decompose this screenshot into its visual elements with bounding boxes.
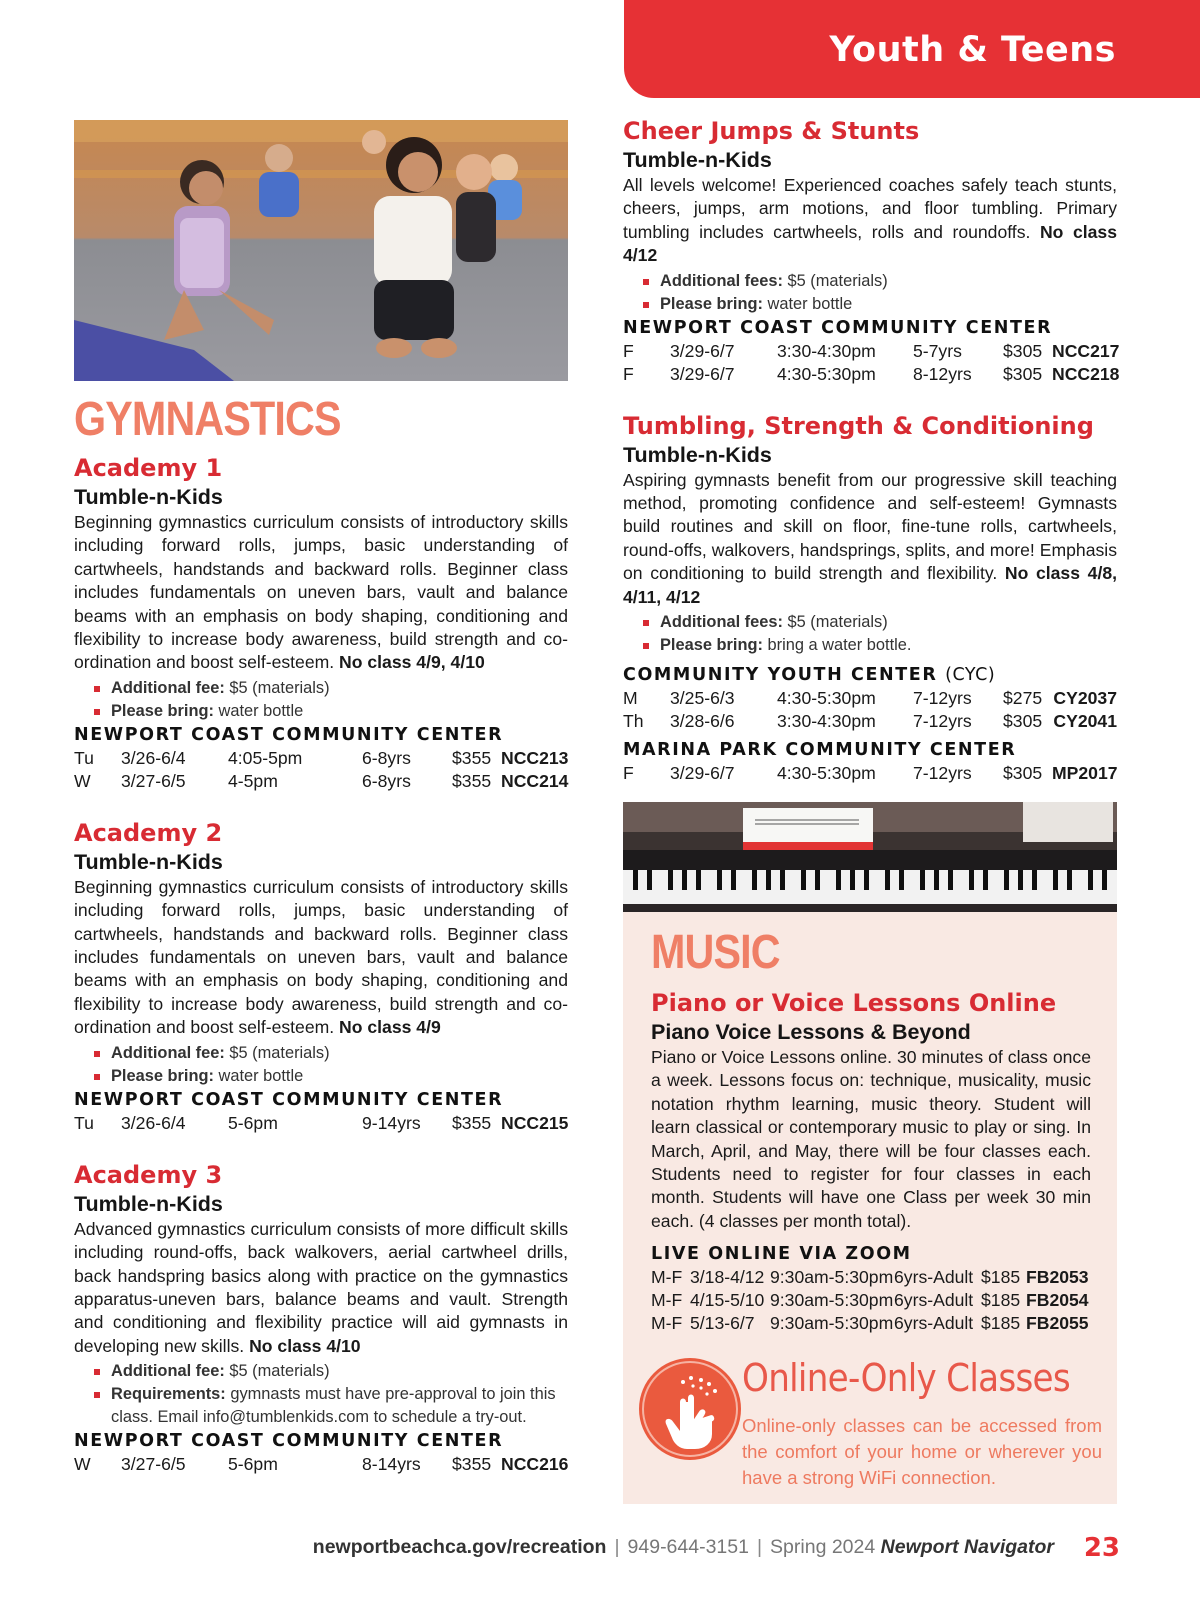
course-title: Tumbling, Strength & Conditioning — [623, 411, 1094, 440]
course-description: All levels welcome! Experienced coaches safely teach stunts, cheers, jumps, arm motions, and floor tumbling. Primary tumbling includes cartwheels, rolls and roundoffs. No class 4/12 — [623, 175, 1117, 266]
course-code: FB2054 — [1026, 1290, 1089, 1311]
schedule-row: W 3/27-6/5 5-6pm 8-14yrs $355 NCC216 — [74, 1454, 569, 1475]
note-item: Additional fee: $5 (materials) — [94, 677, 568, 700]
course-code: NCC215 — [501, 1112, 569, 1133]
course-description: Beginning gymnastics curriculum consists of introductory skills including forward rolls, jumps, basic understanding of cartwheels, handstands and backward rolls. Beginner class includes fundamentals on uneven bars, vault and balance beams with an emphasis on body shaping, conditioning and flexibility to increase body awareness, build strength and co-ordination and boost self-esteem. No class 4/9 — [74, 876, 568, 1038]
page-number: 23 — [1083, 1533, 1120, 1563]
schedule-row: M 3/25-6/3 4:30-5:30pm 7-12yrs $275 CY2037 — [623, 688, 1117, 709]
course-title: Academy 1 — [74, 454, 223, 482]
schedule-row: F 3/29-6/7 4:30-5:30pm 7-12yrs $305 MP2017 — [623, 763, 1118, 784]
course-cheer — [623, 116, 1120, 386]
course-title: Academy 2 — [74, 818, 223, 847]
course-code: MP2017 — [1052, 763, 1118, 784]
course-tumbling — [623, 411, 1117, 785]
season-label: Spring 2024 — [770, 1536, 876, 1558]
course-provider: Piano Voice Lessons & Beyond — [651, 1020, 971, 1044]
note-item: Additional fees: $5 (materials) — [643, 611, 1117, 634]
course-provider: Tumble-n-Kids — [74, 849, 223, 874]
venue-heading: NEWPORT COAST COMMUNITY CENTER — [74, 724, 504, 745]
course-academy-1 — [74, 453, 568, 793]
note-item: Requirements: gymnasts must have pre-approval to join this class. Email info@tumblenkids.com to schedule a try-out. — [94, 1383, 568, 1429]
course-description: Advanced gymnastics curriculum consists of more difficult skills including round-offs, back walkovers, aerial cartwheel drills, back handspring basics along with practice on the gymnastics apparatus-uneven bars, balance beams and vault. Strength and conditioning and flexibility practice will aid gymnasts in developing new skills. No class 4/10 — [74, 1218, 568, 1356]
course-provider: Tumble-n-Kids — [74, 485, 223, 509]
note-item: Please bring: bring a water bottle. — [643, 634, 1117, 657]
venue-heading: NEWPORT COAST COMMUNITY CENTER — [74, 1431, 504, 1452]
course-academy-2 — [74, 818, 568, 1135]
schedule-row: Tu 3/26-6/4 4:05-5pm 6-8yrs $355 NCC213 — [74, 747, 569, 768]
course-notes — [74, 677, 568, 723]
note-item: Please bring: water bottle — [643, 293, 1117, 316]
website-link[interactable]: newportbeachca.gov/recreation — [312, 1536, 607, 1558]
schedule-row: M-F 4/15-5/10 9:30am-5:30pm 6yrs-Adult $185 FB2054 — [651, 1289, 1091, 1312]
course-description: Piano or Voice Lessons online. 30 minutes of class once a week. Lessons focus on: technique, musicality, music notation rhythm learning, music theory. Student will learn classical or contemporary music to play or sing. In March, April, and May, there will be four classes each. Students need to register for four classes in each month. Students will have one Class per week 30 min each. (4 classes per month total). — [651, 1047, 1091, 1231]
schedule-row: F 3/29-6/7 4:30-5:30pm 8-12yrs $305 NCC218 — [623, 363, 1120, 384]
course-code: NCC218 — [1052, 363, 1120, 384]
course-notes — [623, 611, 1117, 657]
course-code: NCC213 — [501, 747, 569, 768]
venue-heading: LIVE ONLINE VIA ZOOM — [651, 1244, 912, 1265]
online-only-title: Online-Only Classes — [742, 1356, 1070, 1400]
course-notes — [74, 1360, 568, 1429]
course-code: FB2053 — [1026, 1267, 1089, 1288]
schedule-row: M-F 3/18-4/12 9:30am-5:30pm 6yrs-Adult $185 FB2053 — [651, 1266, 1091, 1289]
course-description: Aspiring gymnasts benefit from our progressive skill teaching method, promoting confidence and self-esteem! Gymnasts build routines and skill on floor, fine-tune rolls, cartwheels, round-offs, walkovers, handsprings, splits, and more! Emphasis on conditioning to build strength and flexibility. No class 4/8, 4/11, 4/12 — [623, 469, 1118, 607]
publication-name: Newport Navigator — [880, 1536, 1054, 1558]
schedule-row: M-F 5/13-6/7 9:30am-5:30pm 6yrs-Adult $185 FB2055 — [651, 1312, 1091, 1335]
course-provider: Tumble-n-Kids — [74, 1191, 223, 1216]
note-item: Please bring: water bottle — [94, 700, 568, 723]
note-item: Please bring: water bottle — [94, 1065, 568, 1088]
course-code: NCC214 — [501, 770, 569, 791]
page-footer — [0, 1533, 1200, 1563]
music-section — [623, 912, 1117, 1504]
venue-heading: NEWPORT COAST COMMUNITY CENTER — [623, 317, 1053, 338]
course-code: NCC217 — [1052, 340, 1120, 361]
course-title: Piano or Voice Lessons Online — [651, 989, 1057, 1017]
schedule-row: Th 3/28-6/6 3:30-4:30pm 7-12yrs $305 CY2041 — [623, 711, 1117, 732]
course-code: NCC216 — [501, 1454, 569, 1475]
course-provider: Tumble-n-Kids — [623, 148, 772, 172]
footer-info: newportbeachca.gov/recreation | 949-644-3151 | Spring 2024 Newport Navigator — [312, 1536, 1054, 1558]
venue-heading: NEWPORT COAST COMMUNITY CENTER — [74, 1089, 504, 1110]
schedule-row: Tu 3/26-6/4 5-6pm 9-14yrs $355 NCC215 — [74, 1112, 569, 1133]
note-item: Additional fees: $5 (materials) — [643, 270, 1117, 293]
right-column — [623, 116, 1120, 785]
course-provider: Tumble-n-Kids — [623, 442, 772, 467]
venue-heading: MARINA PARK COMMUNITY CENTER — [623, 740, 1017, 761]
course-code: CY2041 — [1053, 711, 1117, 732]
course-notes — [74, 1042, 568, 1088]
schedule-row: W 3/27-6/5 4-5pm 6-8yrs $355 NCC214 — [74, 770, 569, 791]
course-academy-3 — [74, 1160, 568, 1476]
online-only-text: Online-only classes can be accessed from the comfort of your home or wherever you have a strong WiFi connection. — [742, 1415, 1102, 1488]
course-code: FB2055 — [1026, 1313, 1089, 1334]
venue-heading: COMMUNITY YOUTH CENTER (CYC) — [623, 665, 996, 686]
gymnastics-photo — [74, 120, 568, 381]
course-description: Beginning gymnastics curriculum consists of introductory skills including forward rolls, jumps, basic understanding of cartwheels, handstands and backward rolls. Beginner class includes fundamentals on uneven bars, vault and balance beams with an emphasis on body shaping, conditioning and flexibility to increase body awareness, build strength and co-ordination and boost self-esteem. No class 4/9, 4/10 — [74, 512, 568, 673]
tap-hand-icon — [639, 1358, 741, 1460]
page-category-title: Youth & Teens — [829, 30, 1116, 70]
note-item: Additional fee: $5 (materials) — [94, 1042, 568, 1065]
gymnastics-section-title: GYMNASTICS — [74, 393, 341, 446]
online-only-callout — [639, 1356, 1109, 1491]
course-title: Academy 3 — [74, 1160, 223, 1189]
header-banner — [624, 0, 1200, 98]
music-section-title: MUSIC — [651, 926, 780, 979]
note-item: Additional fee: $5 (materials) — [94, 1360, 568, 1383]
schedule-row: F 3/29-6/7 3:30-4:30pm 5-7yrs $305 NCC217 — [623, 340, 1120, 361]
phone-number: 949-644-3151 — [627, 1536, 749, 1558]
course-title: Cheer Jumps & Stunts — [623, 117, 920, 145]
keyboard-photo — [623, 802, 1117, 913]
course-notes — [623, 270, 1117, 316]
left-column — [74, 120, 568, 1476]
course-code: CY2037 — [1053, 688, 1117, 709]
